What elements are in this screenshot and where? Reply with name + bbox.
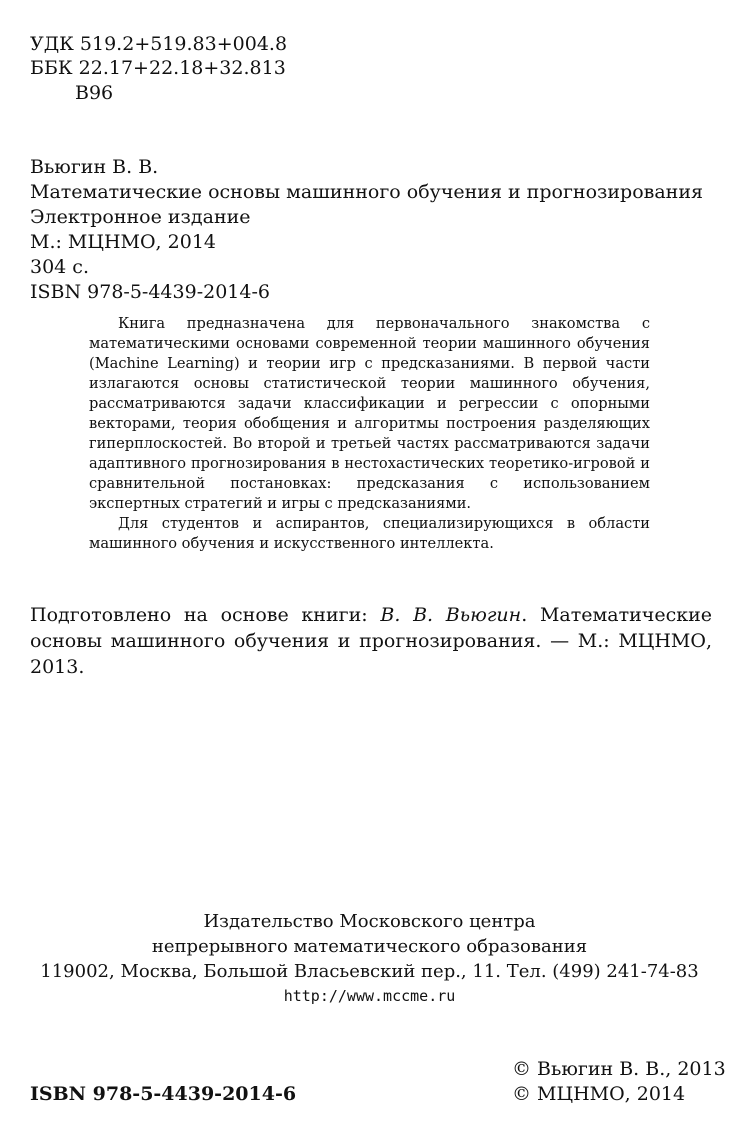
book-title: Математические основы машинного обучения и прогнозирования [30, 181, 703, 203]
publisher-address: 119002, Москва, Большой Власьевский пер., 11. Тел. (499) 241-74-83 [40, 961, 699, 982]
author-mark: В96 [75, 82, 114, 104]
footer-isbn: ISBN 978-5-4439-2014-6 [30, 1083, 297, 1105]
copyright-author: © Вьюгин В. В., 2013 [512, 1058, 726, 1080]
udk-code: УДК 519.2+519.83+004.8 [30, 33, 288, 55]
publisher-line-1: Издательство Московского центра [203, 911, 536, 932]
abstract [89, 314, 650, 554]
book-publisher-line: М.: МЦНМО, 2014 [30, 231, 216, 253]
publisher-info [0, 909, 739, 1009]
copyright-publisher: © МЦНМО, 2014 [512, 1083, 686, 1105]
book-author: Вьюгин В. В. [30, 156, 159, 178]
prepared-note-lead: Подготовлено на основе книги: [30, 604, 381, 626]
bbk-code: ББК 22.17+22.18+32.813 [30, 57, 286, 79]
publisher-url[interactable]: http://www.mccme.ru [283, 987, 456, 1005]
prepared-note-rest: . Математические основы машинного обучения и прогнозирования. — М.: МЦНМО, 2013. [30, 604, 712, 678]
book-edition: Электронное издание [30, 206, 251, 228]
prepared-note-source-author: В. В. Вьюгин [380, 604, 522, 626]
prepared-note [30, 602, 712, 680]
abstract-paragraph-2: Для студентов и аспирантов, специализирующихся в области машинного обучения и искусственного интеллекта. [89, 515, 650, 552]
book-isbn: ISBN 978-5-4439-2014-6 [30, 281, 270, 303]
publisher-line-2: непрерывного математического образования [151, 936, 588, 957]
book-pages: 304 с. [30, 256, 89, 278]
abstract-paragraph-1: Книга предназначена для первоначального знакомства с математическими основами современной теории машинного обучения (Machine Learning) и теории игр с предсказаниями. В первой части излагаются основы статистической теории машинного обучения, рассматриваются задачи классификации и регрессии с опорными векторами, теория обобщения и алгоритмы построения разделяющих гиперплоскостей. Во второй и третьей частях рассматриваются задачи адаптивного прогнозирования в нестохастических теоретико-игровой и сравнительной постановках: предсказания с использованием экспертных стратегий и игры с предсказаниями. [89, 315, 650, 512]
